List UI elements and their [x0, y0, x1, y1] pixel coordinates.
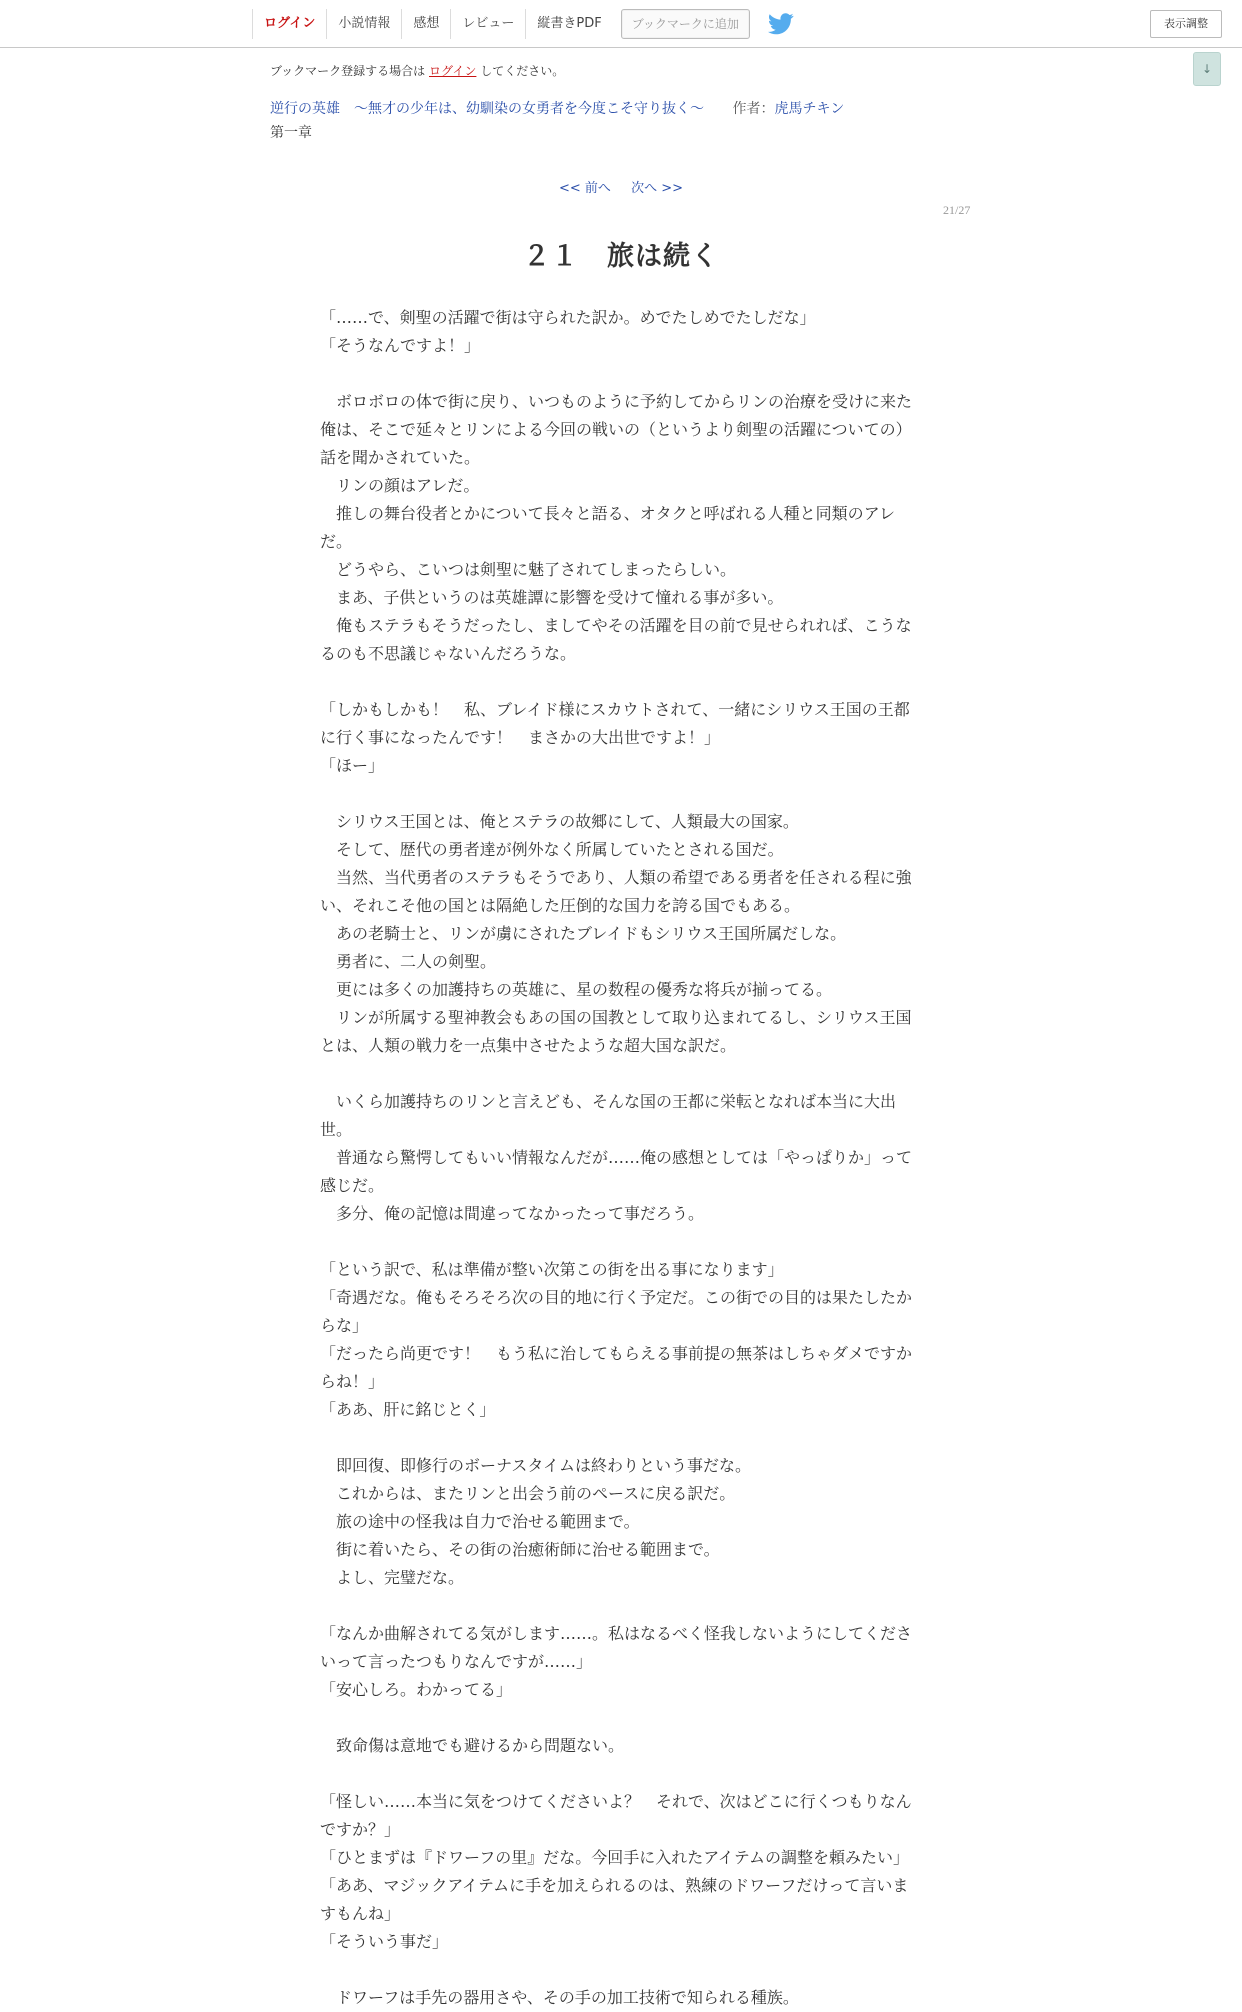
body-line: 致命傷は意地でも避けるから問題ない。 — [320, 1736, 625, 1755]
body-line: とは、人類の戦力を一点集中させたような超大国な訳だ。 — [320, 1036, 737, 1055]
body-line: 俺もステラもそうだったし、ましてやその活躍を目の前で見せられれば、こうな — [320, 616, 912, 635]
body-line: 「怪しい……本当に気をつけてくださいよ？ それで、次はどこに行くつもりなん — [320, 1792, 912, 1811]
author-link[interactable]: 虎馬チキン — [774, 101, 845, 117]
top-navigation-bar — [0, 0, 1242, 48]
body-line: 普通なら驚愕してもいい情報なんだが……俺の感想としては「やっぱりか」って — [320, 1148, 913, 1167]
body-line: い、それこそ他の国とは隔絶した圧倒的な国力を誇る国でもある。 — [320, 896, 801, 915]
body-line: 「ああ、マジックアイテムに手を加えられるのは、熟練のドワーフだけって言いま — [320, 1876, 909, 1895]
body-line — [320, 1956, 920, 1984]
display-settings-button[interactable]: 表示調整 — [1150, 10, 1222, 38]
episode-number: 21/27 — [943, 203, 971, 217]
nav-impressions[interactable]: 感想 — [401, 9, 450, 39]
main-nav — [252, 9, 794, 39]
body-line: 「だったら尚更です！ もう私に治してもらえる事前提の無茶はしちゃダメですか — [320, 1344, 913, 1363]
body-line: 更には多くの加護持ちの英雄に、星の数程の優秀な将兵が揃ってる。 — [320, 980, 833, 999]
body-line: 世。 — [320, 1120, 353, 1139]
body-line: らね！」 — [320, 1372, 385, 1391]
body-line: 「なんか曲解されてる気がします……。私はなるべく怪我しないようにしてくださ — [320, 1624, 913, 1643]
body-line — [320, 780, 920, 808]
novel-body-text — [320, 304, 920, 2012]
body-line: どうやら、こいつは剣聖に魅了されてしまったらしい。 — [320, 560, 737, 579]
body-line: 「……で、剣聖の活躍で街は守られた訳か。めでたしめでたしだな」 — [320, 308, 816, 327]
body-line: 話を聞かされていた。 — [320, 448, 481, 467]
nav-vertical-pdf[interactable]: 縦書きPDF — [525, 9, 612, 39]
episode-title: ２１ 旅は続く — [523, 241, 719, 272]
body-line: 当然、当代勇者のステラもそうであり、人類の希望である勇者を任される程に強 — [320, 868, 912, 887]
body-line: 多分、俺の記憶は間違ってなかったって事だろう。 — [320, 1204, 705, 1223]
body-line: るのも不思議じゃないんだろうな。 — [320, 644, 577, 663]
body-line: 「ひとまずは『ドワーフの里』だな。今回手に入れたアイテムの調整を頼みたい」 — [320, 1848, 909, 1867]
body-line: これからは、またリンと出会う前のペースに戻る訳だ。 — [320, 1484, 736, 1503]
scroll-down-button[interactable]: ↓ — [1193, 52, 1221, 86]
bookmark-notice-prefix: ブックマーク登録する場合は — [270, 64, 426, 78]
body-line: だ。 — [320, 532, 353, 551]
episode-pager — [0, 177, 1242, 196]
body-line: 「しかもしかも！ 私、ブレイド様にスカウトされて、一緒にシリウス王国の王都 — [320, 700, 910, 719]
body-line: リンの顔はアレだ。 — [320, 476, 480, 495]
prev-episode-link[interactable]: << 前へ — [559, 181, 611, 196]
body-line — [320, 360, 920, 388]
body-line: あの老騎士と、リンが虜にされたブレイドもシリウス王国所属だしな。 — [320, 924, 847, 943]
body-line: 旅の途中の怪我は自力で治せる範囲まで。 — [320, 1512, 640, 1531]
series-title-link[interactable]: 逆行の英雄 ～無才の少年は、幼馴染の女勇者を今度こそ守り抜く～ — [270, 101, 704, 117]
nav-novel-info[interactable]: 小説情報 — [326, 9, 401, 39]
body-line: 勇者に、二人の剣聖。 — [320, 952, 497, 971]
body-line: 街に着いたら、その街の治癒術師に治せる範囲まで。 — [320, 1540, 720, 1559]
body-line: 「という訳で、私は準備が整い次第この街を出る事になります」 — [320, 1260, 784, 1279]
body-line — [320, 668, 920, 696]
body-line: 「ああ、肝に銘じとく」 — [320, 1400, 496, 1419]
add-bookmark-button[interactable]: ブックマークに追加 — [621, 9, 750, 39]
body-line — [320, 1060, 920, 1088]
twitter-icon[interactable] — [768, 13, 794, 35]
author-label: 作者： — [732, 101, 775, 117]
body-line — [320, 1424, 920, 1452]
bookmark-notice-suffix: してください。 — [480, 64, 565, 78]
bookmark-notice-login-link[interactable]: ログイン — [429, 64, 477, 78]
body-line: らな」 — [320, 1316, 369, 1335]
body-line: 感じだ。 — [320, 1176, 385, 1195]
body-line: 「ほー」 — [320, 756, 385, 775]
body-line: 即回復、即修行のボーナスタイムは終わりという事だな。 — [320, 1456, 752, 1475]
bookmark-notice — [270, 62, 564, 79]
body-line: シリウス王国とは、俺とステラの故郷にして、人類最大の国家。 — [320, 812, 799, 831]
nav-login[interactable]: ログイン — [252, 9, 326, 39]
body-line: 「安心しろ。わかってる」 — [320, 1680, 513, 1699]
series-info — [270, 98, 844, 118]
body-line: ボロボロの体で街に戻り、いつものように予約してからリンの治療を受けに来た — [320, 392, 913, 411]
body-line: 俺は、そこで延々とリンによる今回の戦いの（というより剣聖の活躍についての） — [320, 420, 912, 439]
body-line: いって言ったつもりなんですが……」 — [320, 1652, 593, 1671]
body-line: ドワーフは手先の器用さや、その手の加工技術で知られる種族。 — [320, 1988, 799, 2007]
body-line: リンが所属する聖神教会もあの国の国教として取り込まれてるし、シリウス王国 — [320, 1008, 912, 1027]
body-line — [320, 1228, 920, 1256]
body-line — [320, 1592, 920, 1620]
body-line — [320, 1760, 920, 1788]
body-line — [320, 1704, 920, 1732]
body-line: 推しの舞台役者とかについて長々と語る、オタクと呼ばれる人種と同類のアレ — [320, 504, 896, 523]
chapter-title: 第一章 — [270, 125, 312, 141]
body-line: そして、歴代の勇者達が例外なく所属していたとされる国だ。 — [320, 840, 784, 859]
next-episode-link[interactable]: 次へ >> — [631, 181, 683, 196]
body-line: 「そういう事だ」 — [320, 1932, 449, 1951]
body-line: に行く事になったんです！ まさかの大出世ですよ！」 — [320, 728, 721, 747]
body-line: よし、完璧だな。 — [320, 1568, 465, 1587]
body-line: いくら加護持ちのリンと言えども、そんな国の王都に栄転となれば本当に大出 — [320, 1092, 897, 1111]
nav-review[interactable]: レビュー — [450, 9, 525, 39]
body-line: 「奇遇だな。俺もそろそろ次の目的地に行く予定だ。この街での目的は果たしたか — [320, 1288, 913, 1307]
body-line: すもんね」 — [320, 1904, 401, 1923]
body-line: 「そうなんですよ！」 — [320, 336, 481, 355]
body-line: まあ、子供というのは英雄譚に影響を受けて憧れる事が多い。 — [320, 588, 784, 607]
body-line: ですか？」 — [320, 1820, 401, 1839]
